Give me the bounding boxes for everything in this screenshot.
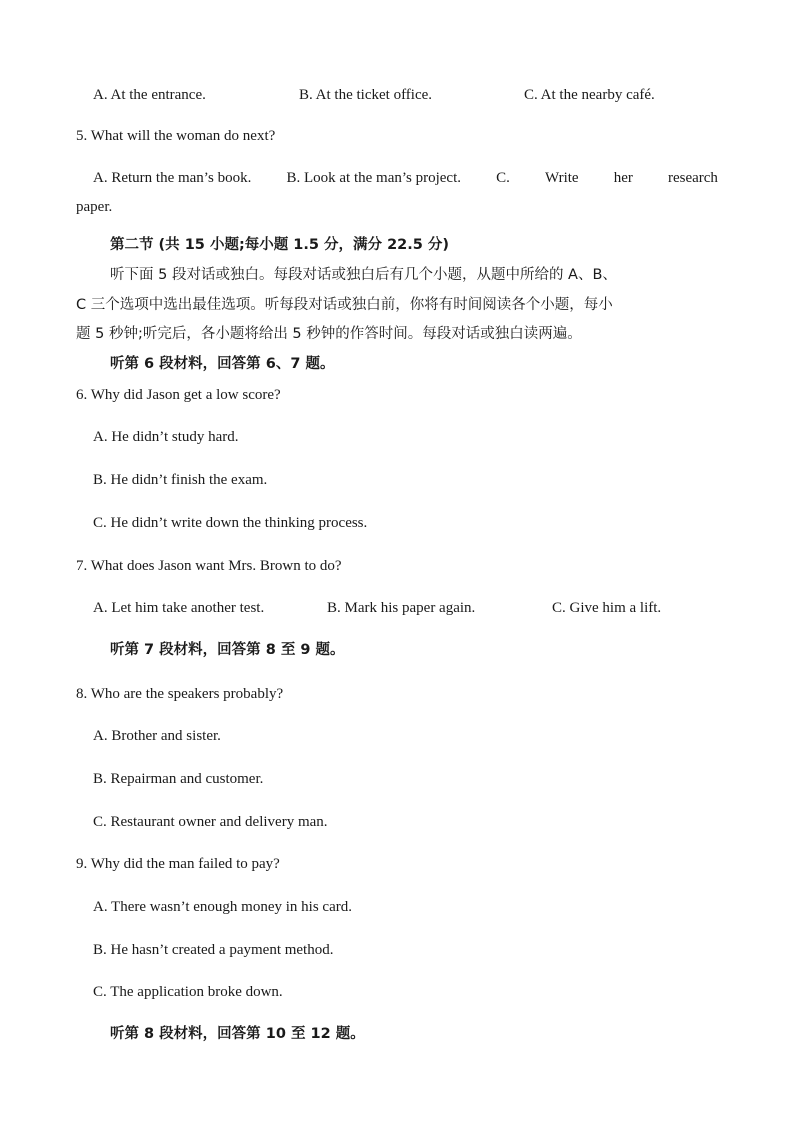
section2-instructions-line3: 题 5 秒钟;听完后，各小题将给出 5 秒钟的作答时间。每段对话或独白读两遍。 [76, 326, 582, 342]
q9-question: 9. Why did the man failed to pay? [76, 856, 280, 872]
q5-option-c-word3: research [667, 170, 718, 186]
q5-option-c-word1: Write [545, 170, 579, 186]
material7-heading: 听第 7 段材料，回答第 8 至 9 题。 [110, 642, 345, 658]
section2-instructions-line1: 听下面 5 段对话或独白。每段对话或独白后有几个小题，从题中所给的 A、B、 [110, 267, 617, 283]
q7-option-b: B. Mark his paper again. [327, 600, 476, 616]
q6-option-b: B. He didn’t finish the exam. [93, 472, 268, 488]
q5-option-c-word2: her [613, 170, 633, 186]
q8-option-c: C. Restaurant owner and delivery man. [93, 814, 328, 830]
q5-options-row [93, 168, 718, 188]
q7-option-c: C. Give him a lift. [552, 600, 662, 616]
q5-option-b: B. Look at the man’s project. [286, 170, 461, 186]
q5-option-c-continued: paper. [76, 199, 113, 215]
q6-option-c: C. He didn’t write down the thinking process. [93, 515, 368, 531]
q5-option-c-label: C. [496, 170, 510, 186]
material6-heading: 听第 6 段材料，回答第 6、7 题。 [110, 356, 335, 372]
q9-option-b: B. He hasn’t created a payment method. [93, 942, 334, 958]
q5-question: 5. What will the woman do next? [76, 128, 276, 144]
section2-heading: 第二节 (共 15 小题;每小题 1.5 分，满分 22.5 分) [110, 237, 450, 253]
q8-option-b: B. Repairman and customer. [93, 771, 264, 787]
q4-option-c: C. At the nearby café. [524, 87, 655, 103]
section2-instructions-line2: C 三个选项中选出最佳选项。听每段对话或独白前，你将有时间阅读各个小题，每小 [76, 297, 613, 313]
q7-question: 7. What does Jason want Mrs. Brown to do? [76, 558, 342, 574]
q4-option-a: A. At the entrance. [93, 87, 206, 103]
q6-option-a: A. He didn’t study hard. [93, 429, 239, 445]
q4-option-b: B. At the ticket office. [299, 87, 433, 103]
q8-option-a: A. Brother and sister. [93, 728, 221, 744]
q8-question: 8. Who are the speakers probably? [76, 686, 284, 702]
q7-option-a: A. Let him take another test. [93, 600, 265, 616]
q6-question: 6. Why did Jason get a low score? [76, 387, 281, 403]
q5-option-a: A. Return the man’s book. [93, 170, 252, 186]
q9-option-a: A. There wasn’t enough money in his card. [93, 899, 352, 915]
q9-option-c: C. The application broke down. [93, 984, 283, 1000]
material8-heading: 听第 8 段材料，回答第 10 至 12 题。 [110, 1026, 365, 1042]
